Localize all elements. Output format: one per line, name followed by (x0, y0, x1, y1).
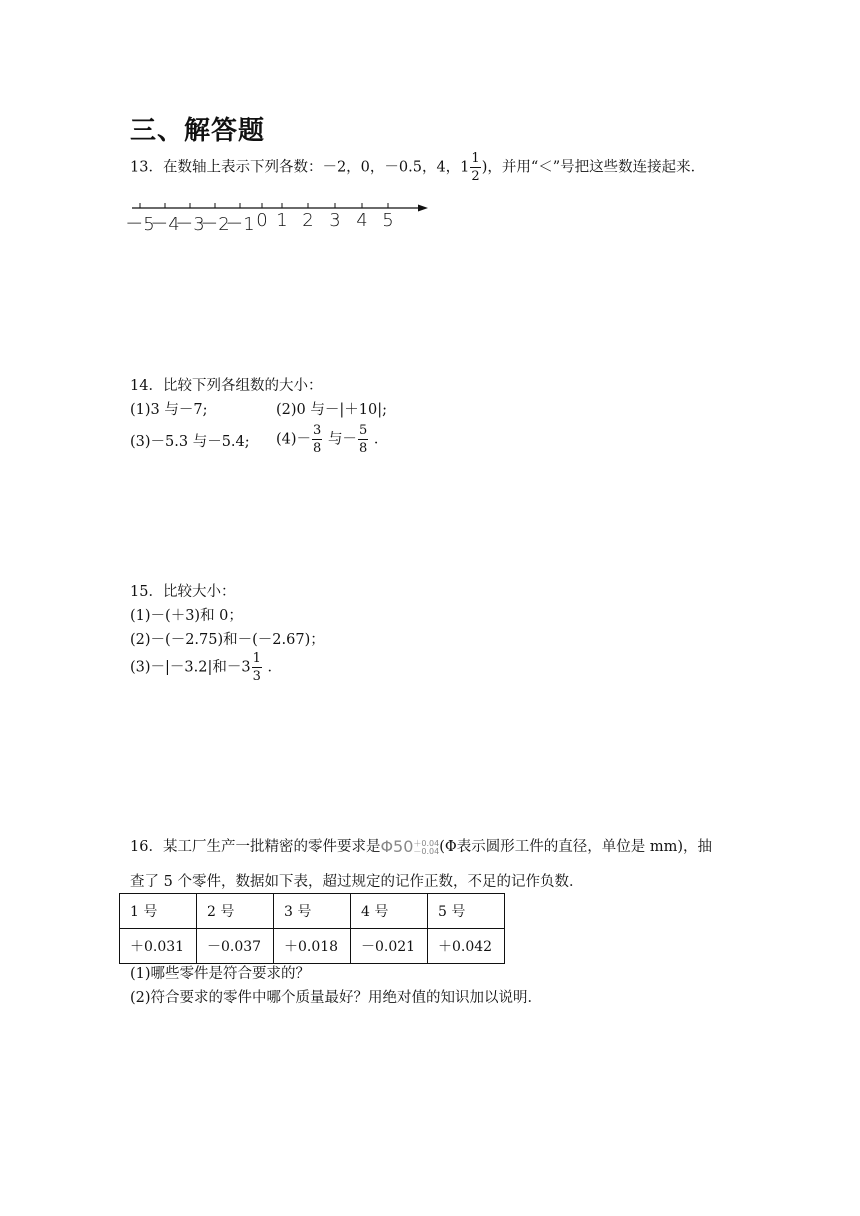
number-line-label: －4 (150, 214, 180, 235)
table-cell: －0.037 (197, 929, 274, 964)
question-14-title: 14．比较下列各组数的大小： (130, 378, 323, 394)
q14-f2-num: 5 (358, 423, 368, 438)
table-header-cell: 3 号 (274, 894, 351, 929)
q13-frac-num: 1 (471, 151, 480, 166)
q15-frac-den: 3 (252, 669, 261, 684)
q14-f1-den: 8 (313, 441, 322, 456)
q14-part-1: (1)3 与－7; (130, 402, 208, 418)
tolerance-lower: －0.04 (413, 846, 440, 856)
table-header-cell: 2 号 (197, 894, 274, 929)
q14-part-2: (2)0 与－|＋10|; (276, 402, 387, 418)
q14-fraction-2 (358, 424, 368, 455)
q15-part-2: (2)－(－2.75)和－(－2.67)； (130, 632, 325, 648)
table-header-cell: 1 号 (120, 894, 197, 929)
question-16-line-2: 查了 5 个零件，数据如下表，超过规定的记作正数，不足的记作负数． (130, 874, 584, 890)
q13-prefix: 13．在数轴上表示下列各数：－2，0，－0.5，4，1 (130, 159, 470, 176)
number-line-label: 1 (276, 210, 288, 231)
q16-sub-2: (2)符合要求的零件中哪个质量最好？用绝对值的知识加以说明． (130, 990, 543, 1006)
q14-f2-den: 8 (358, 441, 368, 456)
table-row (120, 929, 505, 964)
table-header-cell: 4 号 (351, 894, 428, 929)
section-title: 三、解答题 (130, 116, 266, 146)
q14-fraction-1 (312, 424, 322, 455)
q16-sub-1: (1)哪些零件是符合要求的？ (130, 966, 311, 982)
q15-p3-prefix: (3)－|－3.2|和－3 (130, 659, 251, 676)
number-line-label: －3 (175, 214, 205, 235)
tolerance-upper: ＋0.04 (413, 838, 440, 848)
tolerance-base: Φ50 (380, 837, 414, 856)
q14-part-3: (3)－5.3 与－5.4; (130, 434, 250, 450)
table-cell: －0.021 (351, 929, 428, 964)
q16-prefix: 16．某工厂生产一批精密的零件要求是 (130, 839, 381, 855)
q14-p4-prefix: (4)－ (276, 431, 312, 448)
number-line-label: 5 (382, 210, 394, 231)
table-cell: ＋0.031 (120, 929, 197, 964)
number-line-label: －2 (200, 214, 230, 235)
question-15-title: 15．比较大小： (130, 584, 236, 600)
q14-p4-mid: 与－ (327, 431, 357, 448)
q15-frac-num: 1 (252, 651, 261, 666)
question-16-line-1 (130, 837, 712, 857)
table-header-row (120, 894, 505, 929)
number-line-label: －5 (125, 214, 155, 235)
q13-frac-den: 2 (471, 169, 480, 184)
q14-f1-num: 3 (313, 423, 322, 438)
q13-fraction (470, 152, 480, 183)
table-cell: ＋0.018 (274, 929, 351, 964)
number-line-label: 3 (329, 210, 341, 231)
q14-p4-suffix: ． (373, 431, 389, 448)
parts-table (119, 893, 505, 964)
number-line (125, 200, 430, 240)
table-header-cell: 5 号 (428, 894, 505, 929)
q15-part-1: (1)－(＋3)和 0； (130, 608, 243, 624)
q16-suffix: (Φ表示圆形工件的直径，单位是 mm)，抽 (439, 839, 713, 855)
number-line-label: 4 (356, 210, 368, 231)
number-line-label: 0 (256, 210, 268, 231)
number-line-label: 2 (302, 210, 314, 231)
q13-suffix: )，并用“＜”号把这些数连接起来． (481, 159, 706, 176)
q15-fraction (252, 652, 262, 683)
question-13-text (130, 152, 705, 183)
table-cell: ＋0.042 (428, 929, 505, 964)
q15-p3-suffix: ． (267, 659, 282, 676)
q15-part-3 (130, 652, 282, 683)
tolerance-spec (380, 837, 439, 857)
number-line-label: －1 (225, 214, 255, 235)
q14-part-4 (276, 424, 388, 455)
